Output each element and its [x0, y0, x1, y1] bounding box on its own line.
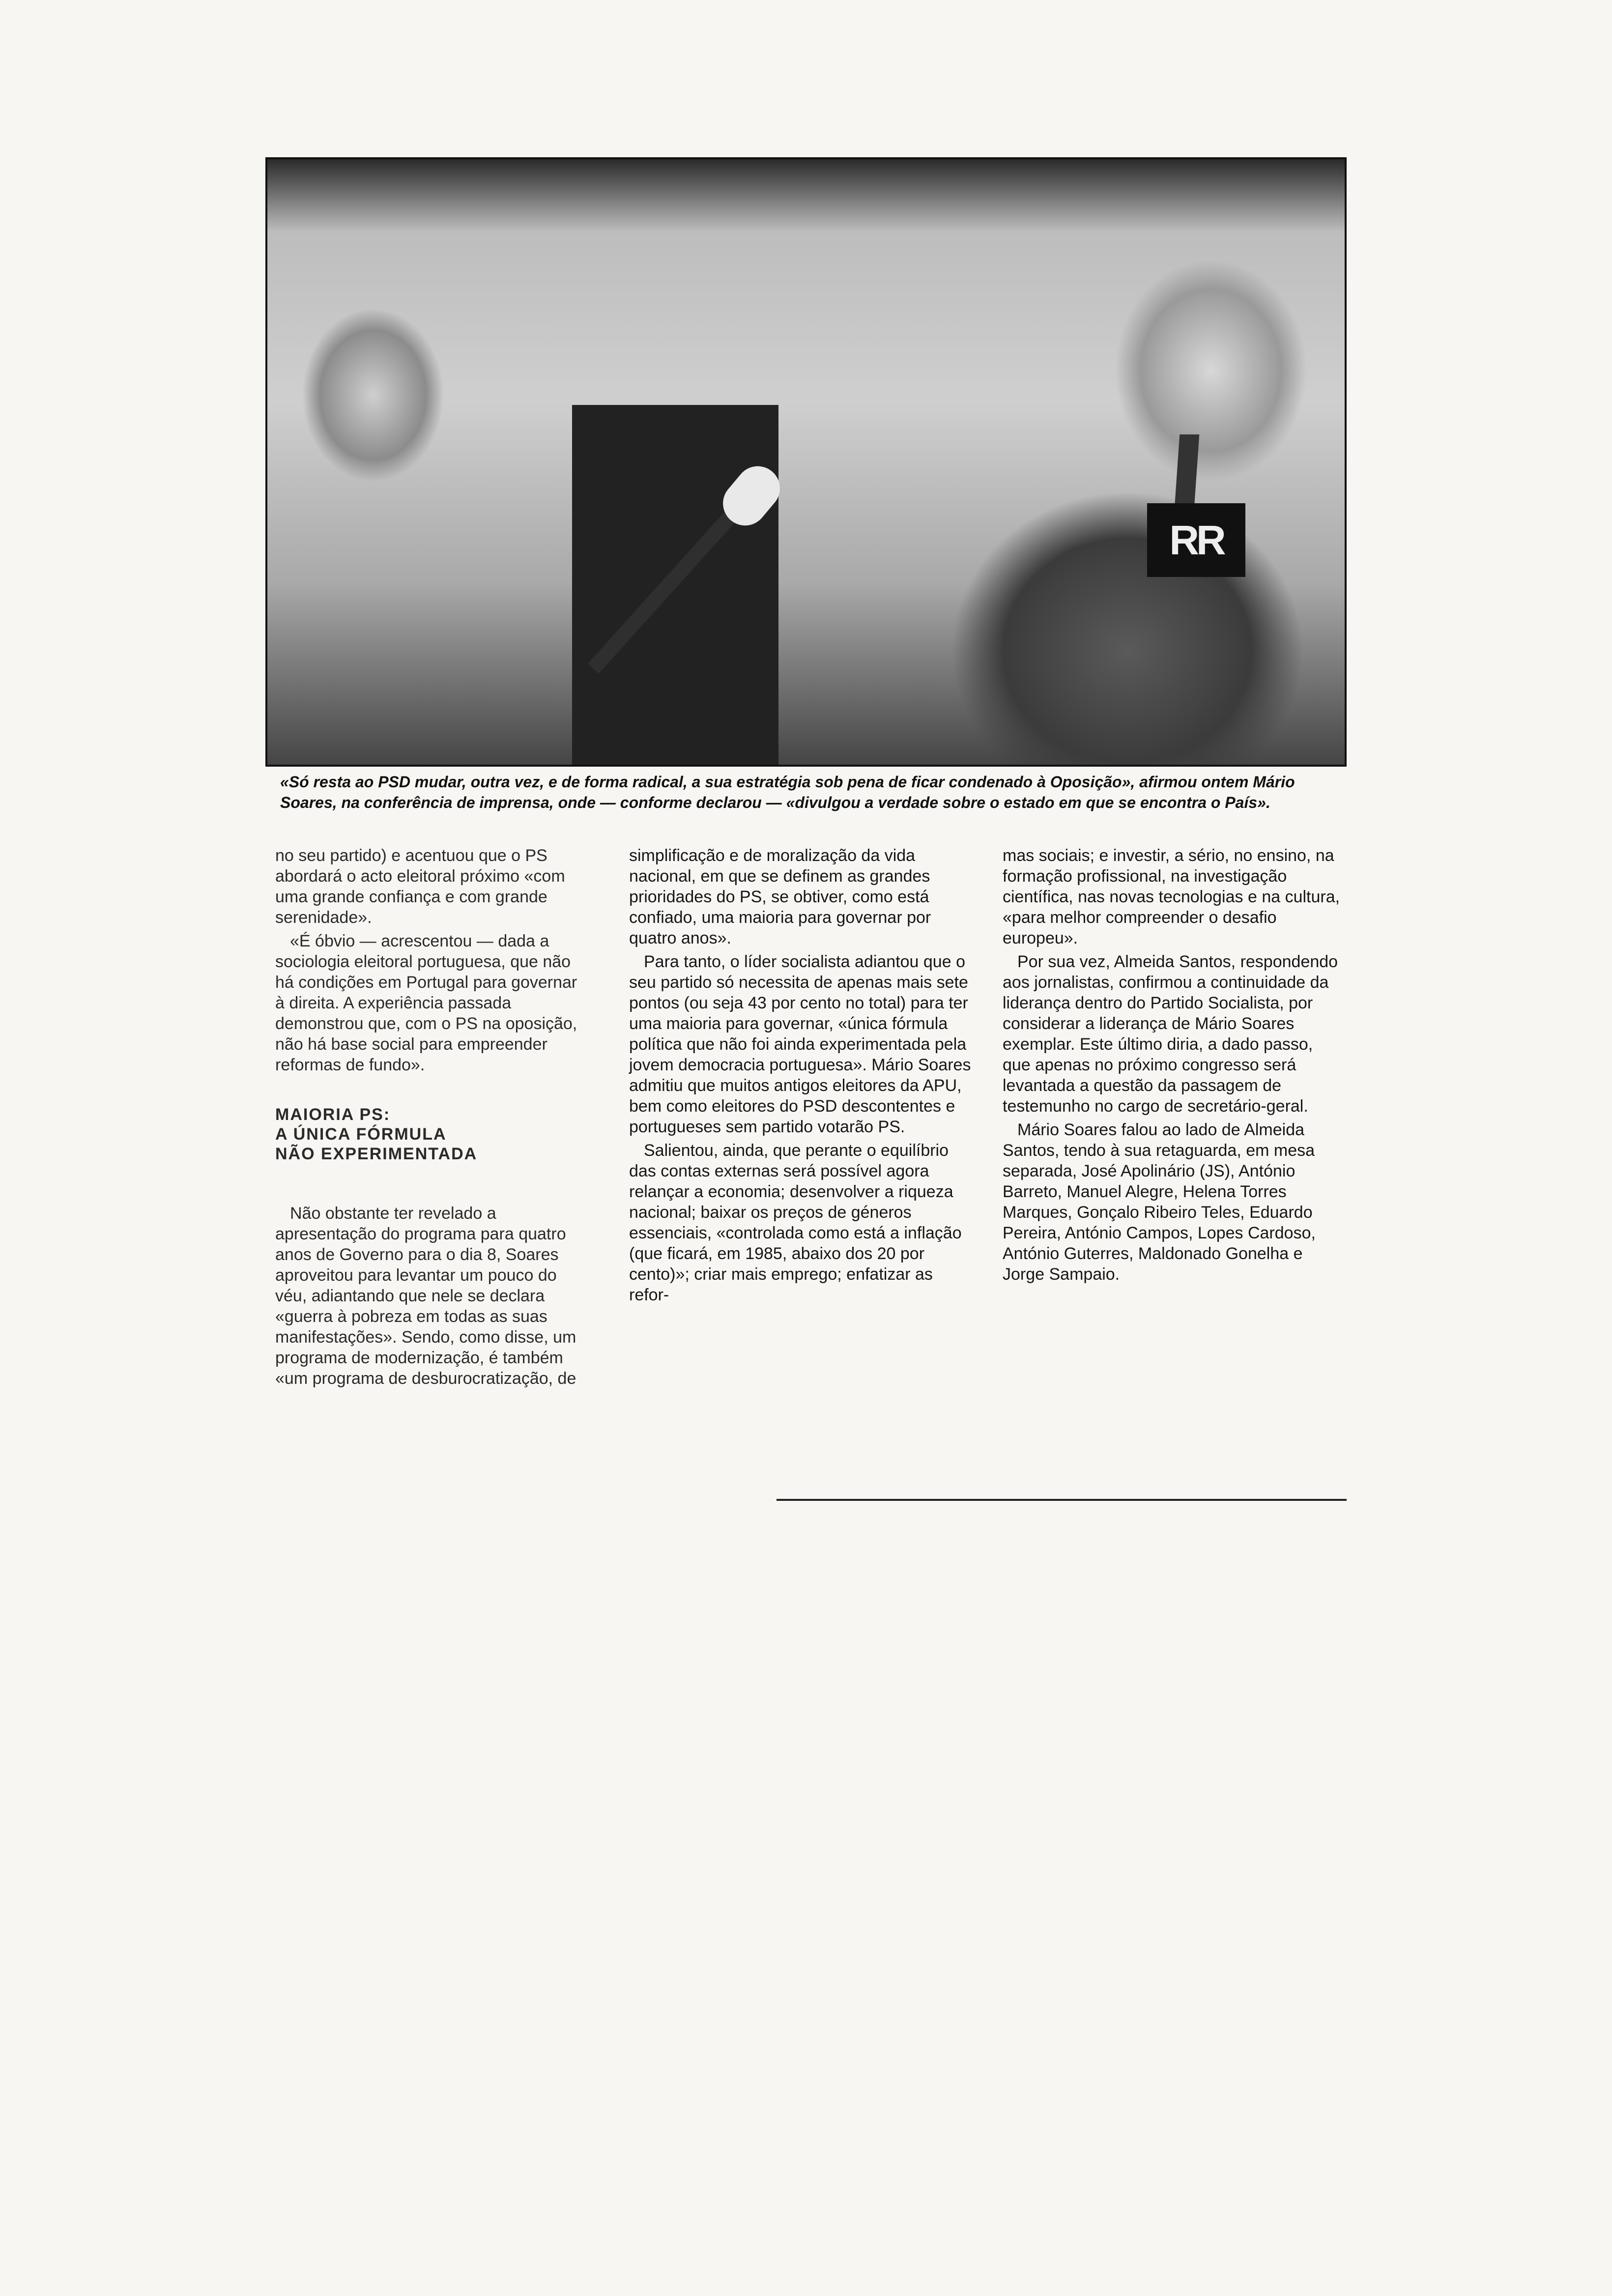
press-conference-photo [265, 157, 1347, 767]
article-column-3 [1003, 845, 1342, 1288]
paragraph: mas sociais; e investir, a sério, no ensino, na formação profissional, na investigação científica, nas novas tecnologias e na cultura, «para melhor compreender o desafio europeu». [1003, 846, 1340, 947]
paragraph: Salientou, ainda, que perante o equilíbrio das contas externas será possível agora relançar a economia; desenvolver a riqueza nacional; baixar os preços de géneros essenciais, «controlada como está a inflação (que ficará, em 1985, abaixo dos 20 por cento)»; criar mais emprego; enfatizar as refor- [629, 1141, 962, 1304]
paragraph: Para tanto, o líder socialista adiantou que o seu partido só necessita de apenas mais sete pontos (ou seja 43 por cento no total) para ter uma maioria para governar, «única fórmula política que não foi ainda experimentada pela jovem democracia portuguesa». Mário Soares admitiu que muitos antigos eleitores da APU, bem como eleitores do PSD descontentes e portugueses sem partido votarão PS. [629, 952, 971, 1136]
radio-logo: RR [1147, 503, 1245, 577]
photo-caption: «Só resta ao PSD mudar, outra vez, e de forma radical, a sua estratégia sob pena de ficar condenado à Oposição», afirmou ontem Mário Soares, na conferência de imprensa, onde — conforme declarou — «divulgou a verdade sobre o estado em que se encontra o País». [280, 773, 1295, 811]
end-rule-divider [777, 1499, 1347, 1501]
paragraph: «É óbvio — acrescentou — dada a sociologia eleitoral portuguesa, que não há condições em Portugal para governar à direita. A experiência passada demonstrou que, com o PS na oposição, não há base social para empreender reformas de fundo». [275, 932, 577, 1074]
paragraph: simplificação e de moralização da vida nacional, em que se definem as grandes prioridades do PS, se obtiver, como está confiado, uma maioria para governar por quatro anos». [629, 846, 931, 947]
subhead-line: NÃO EXPERIMENTADA [275, 1145, 478, 1163]
subhead-line: A ÚNICA FÓRMULA [275, 1125, 447, 1144]
paragraph: Por sua vez, Almeida Santos, respondendo aos jornalistas, confirmou a continuidade da liderança dentro do Partido Socialista, por considerar a liderança de Mário Soares exemplar. Este último diria, a dado passo, que apenas no próximo congresso será levantada a questão da passagem de testemunho no cargo de secretário-geral. [1003, 952, 1338, 1116]
subhead-line: MAIORIA PS: [275, 1105, 391, 1124]
article-column-1 [275, 845, 590, 1392]
newspaper-clipping [265, 157, 1347, 1523]
paragraph: no seu partido) e acentuou que o PS abordará o acto eleitoral próximo «com uma grande confiança e com grande serenidade». [275, 846, 565, 927]
section-subhead [275, 1105, 590, 1164]
article-column-2 [629, 845, 973, 1308]
paragraph: Não obstante ter revelado a apresentação do programa para quatro anos de Governo para o dia 8, Soares aproveitou para levantar um pouco do véu, adiantando que nele se declara «guerra à pobreza em todas as suas manifestações». Sendo, como disse, um programa de modernização, é também «um programa de desburocratização, de [275, 1204, 576, 1388]
paragraph: Mário Soares falou ao lado de Almeida Santos, tendo à sua retaguarda, em mesa separada, José Apolinário (JS), António Barreto, Manuel Alegre, Helena Torres Marques, Gonçalo Ribeiro Teles, Eduardo Pereira, António Campos, Lopes Cardoso, António Guterres, Maldonado Gonelha e Jorge Sampaio. [1003, 1120, 1316, 1284]
